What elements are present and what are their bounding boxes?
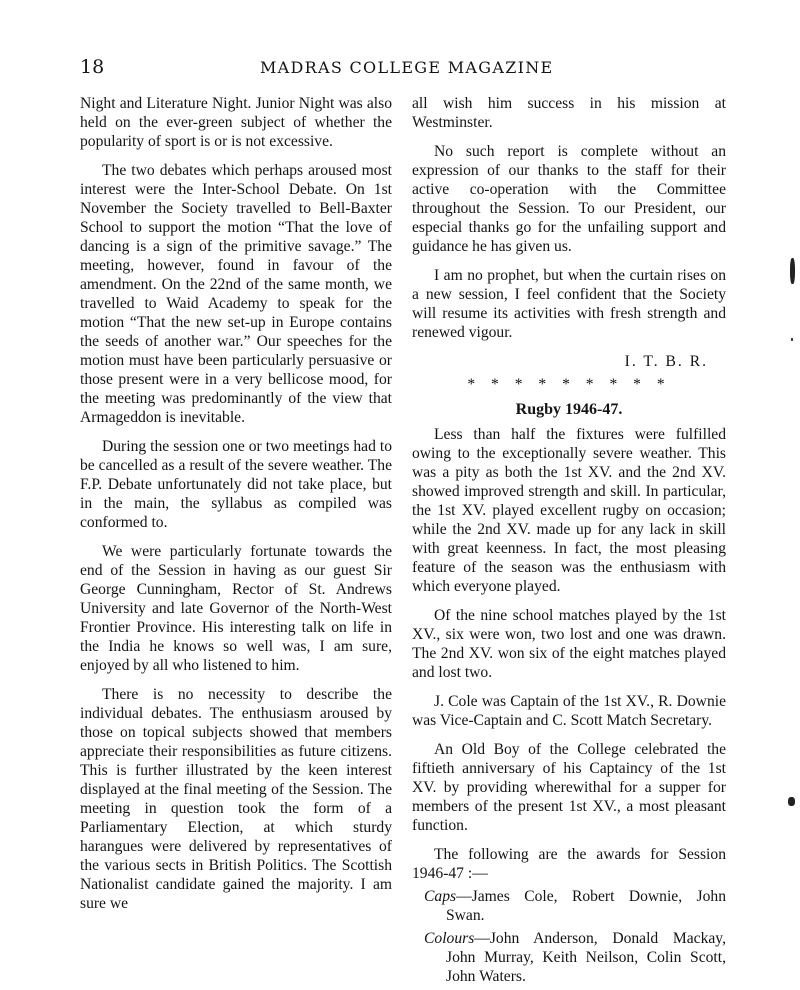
award-names: —James Cole, Robert Downie, John Swan. xyxy=(446,888,726,924)
paragraph: Night and Literature Night. Junior Night was also held on the ever-green subject of whether the popularity of sport is or is not excessive. xyxy=(80,95,392,150)
separator: * * * * * * * * * xyxy=(467,376,671,393)
paragraph: Less than half the fixtures were fulfilled owing to the exceptionally severe weather. This was a pity as both the 1st XV. and the 2nd XV. showed improved strength and skill. In particular, the 1st XV. played excellent rugby on occasion; while the 2nd XV. made up for any lack in skill with great keenness. In fact, the most pleasing feature of the season was the enthusiasm with which everyone played. xyxy=(412,426,726,595)
left-column xyxy=(80,94,392,923)
paragraph: During the session one or two meetings had to be cancelled as a result of the severe weather. The F.P. Debate unfortunately did not take place, but in the main, the syllabus as compiled was conformed to. xyxy=(80,438,392,531)
paragraph: We were particularly fortunate towards the end of the Session in having as our guest Sir George Cunningham, Rector of St. Andrews University and late Governor of the North-West Frontier Province. His interesting talk on life in the India he knows so well was, I am sure, enjoyed by all who listened to him. xyxy=(80,543,392,674)
paragraph: I am no prophet, but when the curtain rises on a new session, I feel confident that the Society will resume its activities with fresh strength and renewed vigour. xyxy=(412,267,726,341)
magazine-title: MADRAS COLLEGE MAGAZINE xyxy=(260,58,554,77)
paragraph: Of the nine school matches played by the 1st XV., six were won, two lost and one was drawn. The 2nd XV. won six of the eight matches played and lost two. xyxy=(412,607,726,681)
paragraph: The following are the awards for Session 1946-47 :— xyxy=(412,846,726,882)
scan-mark xyxy=(788,797,795,806)
right-column xyxy=(412,94,726,990)
awards-colours xyxy=(412,929,726,986)
section-heading: Rugby 1946-47. xyxy=(515,401,623,418)
scan-mark xyxy=(791,338,793,341)
signature: I. T. B. R. xyxy=(624,353,708,370)
page-number: 18 xyxy=(80,56,105,78)
paragraph: The two debates which perhaps aroused most interest were the Inter-School Debate. On 1st November the Society travelled to Bell-Baxter School to support the motion “That the love of dancing is a sign of the primitive savage.” The meeting, however, found in favour of the amendment. On the 22nd of the same month, we travelled to Waid Academy to speak for the motion “That the new set-up in Europe contains the seeds of another war.” Our speeches for the motion must have been particularly persuasive or those present were in a very bellicose mood, for the meeting was predominantly of the view that Armageddon is inevitable. xyxy=(80,162,392,426)
paragraph: J. Cole was Captain of the 1st XV., R. Downie was Vice-Captain and C. Scott Match Secretary. xyxy=(412,693,726,729)
award-label: Caps xyxy=(424,888,457,905)
paragraph: all wish him success in his mission at Westminster. xyxy=(412,95,726,131)
page-header xyxy=(80,56,726,80)
paragraph: There is no necessity to describe the individual debates. The enthusiasm aroused by those on topical subjects showed that members appreciate their responsibilities as future citizens. This is further illustrated by the keen interest displayed at the final meeting of the Session. The meeting in question took the form of a Parliamentary Election, at which sturdy harangues were delivered by representatives of the various sects in British Politics. The Scottish Nationalist candidate gained the majority. I am sure we xyxy=(80,686,392,912)
awards-caps xyxy=(412,887,726,925)
scan-mark xyxy=(790,258,795,284)
award-label: Colours xyxy=(424,930,475,947)
paragraph: No such report is complete without an expression of our thanks to the staff for their active co-operation with the Committee throughout the Session. To our President, our especial thanks go for the unfailing support and guidance he has given us. xyxy=(412,143,726,255)
award-names: —John Anderson, Donald Mackay, John Murray, Keith Neilson, Colin Scott, John Waters. xyxy=(446,930,726,985)
paragraph: An Old Boy of the College celebrated the fiftieth anniversary of his Captaincy of the 1st XV. by providing wherewithal for a supper for members of the present 1st XV., a most pleasant function. xyxy=(412,741,726,834)
